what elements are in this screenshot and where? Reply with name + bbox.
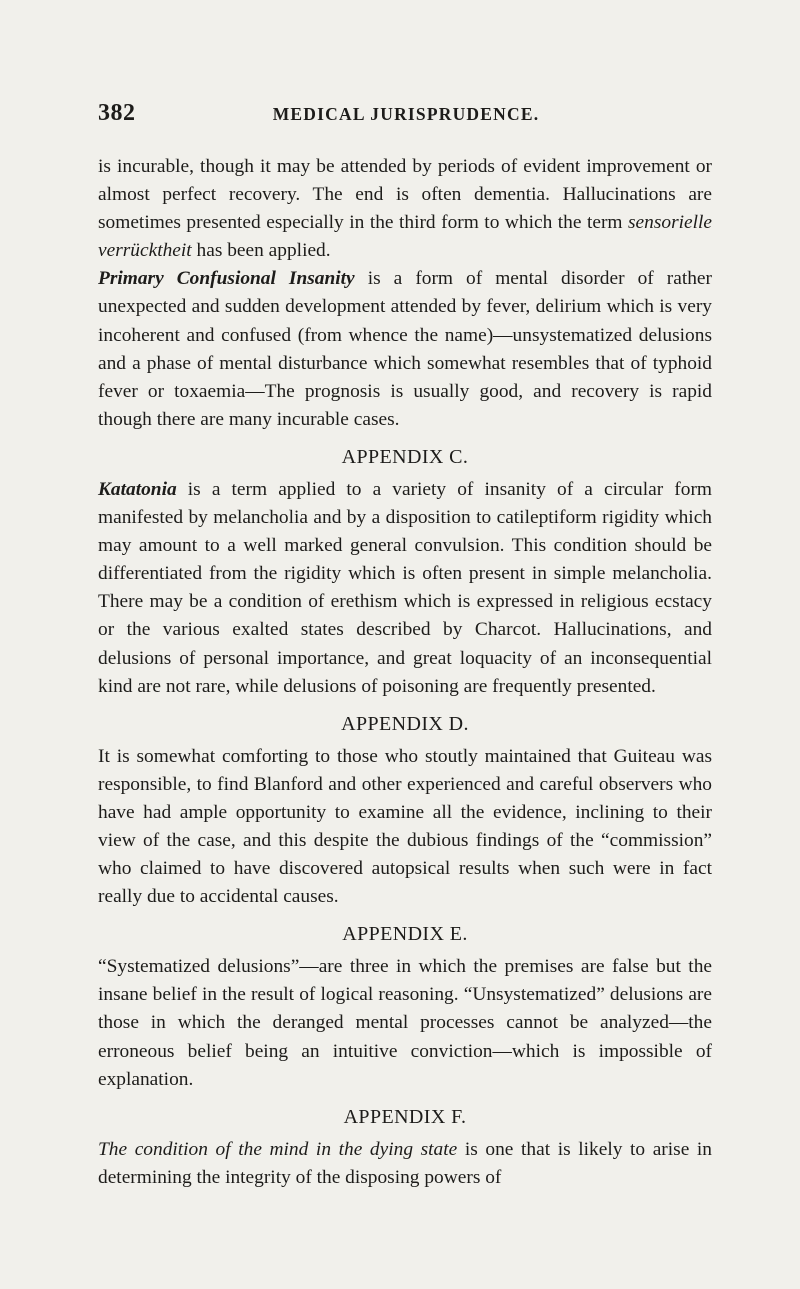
paragraph-text: is incurable, though it may be attended by periods of evident improvement or almost perfect recovery. The end is often dementia. Hallucinations are sometimes presented especially in the third form to which the term <box>98 156 712 234</box>
appendix-e-paragraph: “Systematized delusions”—are three in which the premises are false but the insane belief in the result of logical reasoning. “Unsystematized” delusions are those in which the deranged mental processes cannot be analyzed—the erroneous belief being an intuitive conviction—which is impossible of explanation. <box>98 956 712 1090</box>
appendix-e-heading: APPENDIX E. <box>342 923 468 946</box>
appendix-c-heading: APPENDIX C. <box>341 445 469 468</box>
appendix-d-paragraph: It is somewhat comforting to those who stoutly maintained that Guiteau was responsible, to find Blanford and other experienced and careful observers who have had ample opportunity to examine all the evidence, inclining to their view of the case, and this despite the dubious findings of the “commission” who claimed to have discovered autopsical results when such were in fact really due to accidental causes. <box>98 745 712 908</box>
italic-term: The condition of the mind in the dying state <box>98 1138 458 1160</box>
italic-term: Primary Confusional Insanity <box>98 268 355 290</box>
paragraph-text: is a form of mental disorder of rather unexpected and sudden development attended by fever, delirium which is very incoherent and confused (from whence the name)—unsystematized delusions and a phase of mental disturbance which somewhat resembles that of typhoid fever or toxaemia—The prognosis is usually good, and recovery is rapid though there are many incurable cases. <box>98 268 712 430</box>
running-title: MEDICAL JURISPRUDENCE. <box>272 104 540 124</box>
paragraph-primary-confusional-insanity <box>98 265 712 434</box>
paragraph-incurable <box>98 153 712 265</box>
italic-term: sensorielle verrücktheit <box>98 212 712 262</box>
italic-term: Katatonia <box>98 478 177 500</box>
appendix-d-heading: APPENDIX D. <box>341 712 469 735</box>
paragraph-text: has been applied. <box>191 240 331 262</box>
running-head <box>98 100 712 130</box>
page-body <box>98 153 712 1192</box>
appendix-f-paragraph <box>98 1136 712 1192</box>
page-number: 382 <box>98 100 136 126</box>
appendix-f-heading: APPENDIX F. <box>343 1105 467 1128</box>
paragraph-text: is a term applied to a variety of insanity of a circular form manifested by melancholia and by a disposition to catileptiform rigidity which may amount to a well marked general convulsion. This condition should be differentiated from the rigidity which is often present in simple melancholia. There may be a condition of erethism which is expressed in religious ecstacy or the various exalted states described by Charcot. Hallucinations, and delusions of personal importance, and great loquacity of an inconsequential kind are not rare, while delusions of poisoning are frequently presented. <box>98 478 712 697</box>
appendix-c-paragraph <box>98 476 712 701</box>
paragraph-text: is one that is likely to arise in determining the integrity of the disposing powers of <box>98 1138 713 1188</box>
